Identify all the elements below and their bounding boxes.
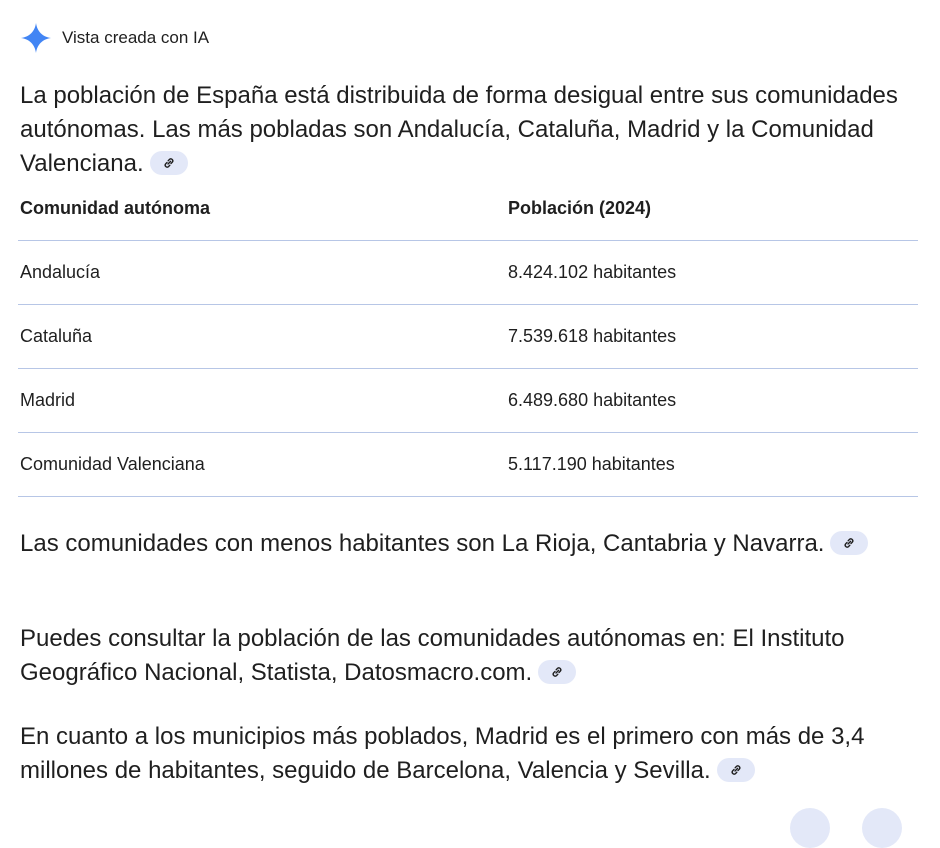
source-link-button[interactable] — [717, 758, 755, 782]
community-cell: Madrid — [18, 369, 506, 433]
link-icon — [842, 536, 856, 550]
intro-paragraph — [20, 79, 920, 181]
population-cell: 6.489.680 habitantes — [506, 369, 918, 433]
least-populated-paragraph — [20, 527, 920, 561]
link-icon — [162, 156, 176, 170]
table-row — [18, 241, 918, 305]
population-cell: 5.117.190 habitantes — [506, 433, 918, 497]
more-options-button[interactable] — [862, 808, 902, 848]
intro-text: La población de España está distribuida de forma desigual entre sus comunidades autónomas. Las más pobladas son Andalucía, Cataluña, Madrid y la Comunidad Valenciana. — [20, 82, 898, 177]
link-icon — [550, 665, 564, 679]
population-cell: 8.424.102 habitantes — [506, 241, 918, 305]
sources-paragraph — [20, 622, 920, 690]
community-cell: Andalucía — [18, 241, 506, 305]
column-header-community: Comunidad autónoma — [18, 176, 506, 241]
source-link-button[interactable] — [830, 531, 868, 555]
ai-overview-header — [20, 22, 209, 54]
community-cell: Cataluña — [18, 305, 506, 369]
municipalities-paragraph — [20, 720, 920, 788]
paragraph-text: Las comunidades con menos habitantes son La Rioja, Cantabria y Navarra. — [20, 530, 825, 557]
table-row — [18, 433, 918, 497]
table-header-row — [18, 176, 918, 241]
table-row — [18, 305, 918, 369]
column-header-population: Población (2024) — [506, 176, 918, 241]
paragraph-text: Puedes consultar la población de las comunidades autónomas en: El Instituto Geográfico Nacional, Statista, Datosmacro.com. — [20, 625, 845, 686]
source-link-button[interactable] — [150, 151, 188, 175]
paragraph-text: En cuanto a los municipios más poblados, Madrid es el primero con más de 3,4 millones de habitantes, seguido de Barcelona, Valencia y Sevilla. — [20, 723, 865, 784]
feedback-button[interactable] — [790, 808, 830, 848]
population-table — [18, 176, 918, 497]
sparkle-icon — [20, 22, 52, 54]
source-link-button[interactable] — [538, 660, 576, 684]
community-cell: Comunidad Valenciana — [18, 433, 506, 497]
link-icon — [729, 763, 743, 777]
table-row — [18, 369, 918, 433]
population-cell: 7.539.618 habitantes — [506, 305, 918, 369]
ai-overview-label: Vista creada con IA — [62, 28, 210, 47]
